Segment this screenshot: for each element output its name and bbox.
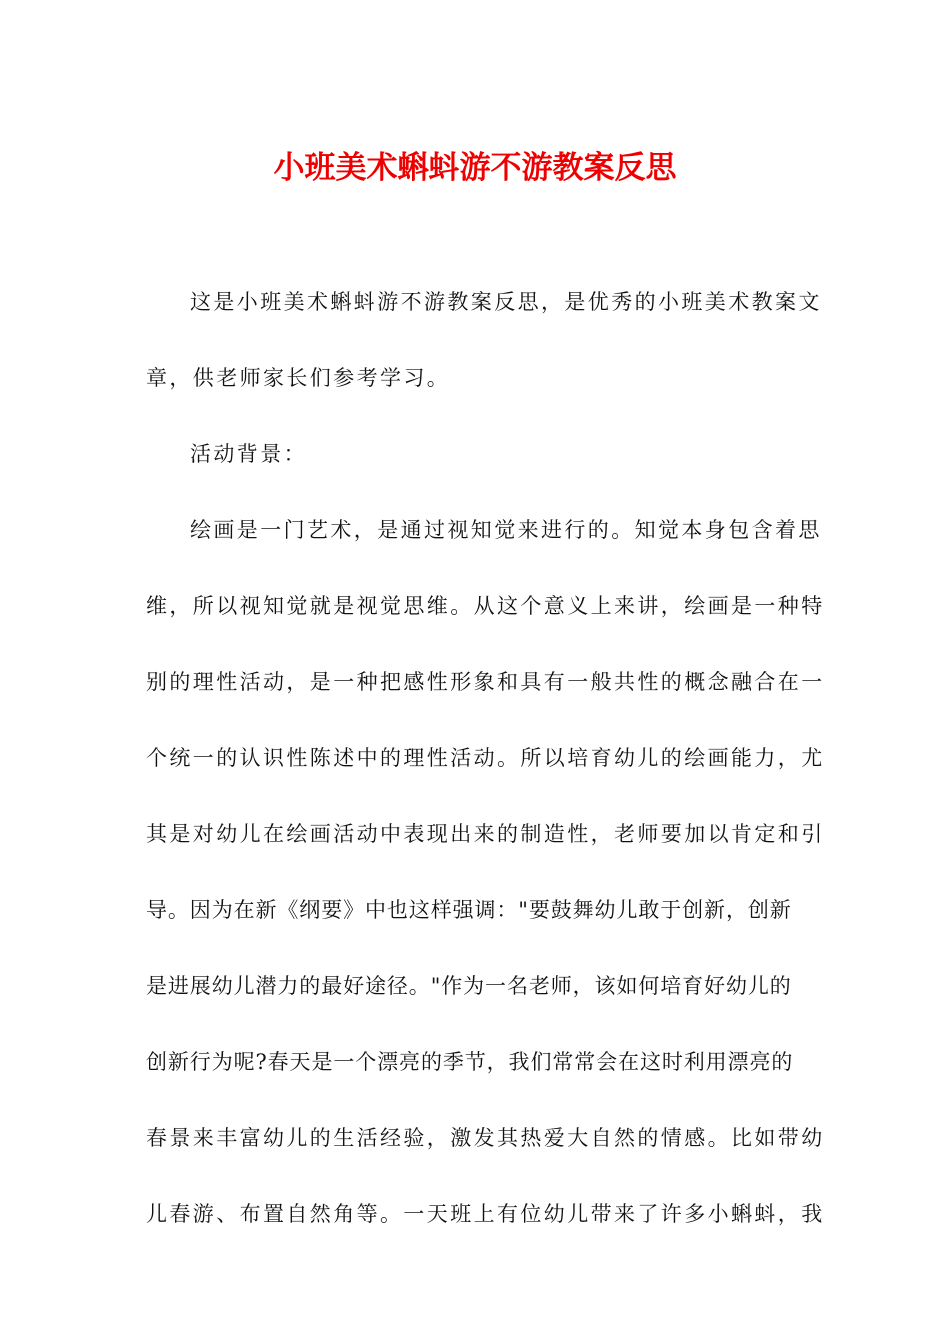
paragraph-line: 这是小班美术蝌蚪游不游教案反思，是优秀的小班美术教案文 xyxy=(190,290,822,314)
paragraph-line: 个统一的认识性陈述中的理性活动。所以培育幼儿的绘画能力，尤 xyxy=(146,746,825,770)
document-body xyxy=(146,282,825,1270)
page-title: 小班美术蝌蚪游不游教案反思 xyxy=(273,150,677,186)
paragraph-line: 别的理性活动，是一种把感性形象和具有一般共性的概念融合在一 xyxy=(146,670,825,694)
paragraph-line: 绘画是一门艺术，是通过视知觉来进行的。知觉本身包含着思 xyxy=(190,518,822,542)
paragraph-line: 春景来丰富幼儿的生活经验，激发其热爱大自然的情感。比如带幼 xyxy=(146,1126,825,1150)
paragraph-line: 维，所以视知觉就是视觉思维。从这个意义上来讲，绘画是一种特 xyxy=(146,594,825,618)
paragraph-line: 章，供老师家长们参考学习。 xyxy=(146,366,451,390)
paragraph-line: 导。因为在新《纲要》中也这样强调："要鼓舞幼儿敢于创新，创新 xyxy=(146,898,792,922)
paragraph-line: 其是对幼儿在绘画活动中表现出来的制造性，老师要加以肯定和引 xyxy=(146,822,825,846)
paragraph-line: 儿春游、布置自然角等。一天班上有位幼儿带来了许多小蝌蚪，我 xyxy=(146,1202,825,1226)
paragraph-line: 是进展幼儿潜力的最好途径。"作为一名老师，该如何培育好幼儿的 xyxy=(146,974,792,998)
section-heading: 活动背景： xyxy=(190,442,307,466)
paragraph-line: 创新行为呢?春天是一个漂亮的季节，我们常常会在这时利用漂亮的 xyxy=(146,1050,794,1074)
